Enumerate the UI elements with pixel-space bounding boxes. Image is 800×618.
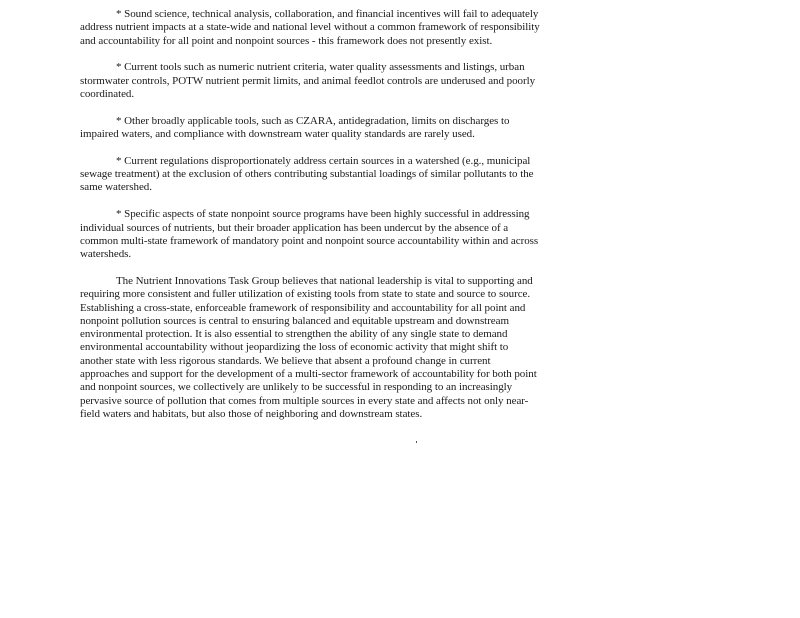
bullet-paragraph-other-tools: * Other broadly applicable tools, such as CZARA, antidegradation, limits on discharges to impaired waters, and compliance with downstream water quality standards are rarely used. [80,114,510,141]
bullet-paragraph-current-regulations: * Current regulations disproportionately address certain sources in a watershed (e.g., municipal sewage treatment) at the exclusion of others contributing substantial loadings of similar pollutants to the same watershed. [80,154,534,194]
scan-artifact [416,441,417,443]
bullet-paragraph-sound-science: * Sound science, technical analysis, collaboration, and financial incentives will fail to adequately address nutrient impacts at a state-wide and national level without a common framework of responsibility and accountability for all point and nonpoint sources - this framework does not presently exist. [80,8,540,47]
document-body [80,8,540,421]
bullet-paragraph-current-tools: * Current tools such as numeric nutrient criteria, water quality assessments and listings, urban stormwater controls, POTW nutrient permit limits, and animal feedlot controls are underused and poorly coordinated. [80,61,536,100]
bullet-paragraph-nonpoint-programs: * Specific aspects of state nonpoint source programs have been highly successful in addressing individual sources of nutrients, but their broader application has been undercut by the absence of a common multi-state framework of mandatory point and nonpoint source accountability within and across watersheds. [80,208,539,261]
task-group-paragraph: The Nutrient Innovations Task Group believes that national leadership is vital to supporting and requiring more consistent and fuller utilization of existing tools from state to state and source to source. Establishing a cross-state, enforceable framework of responsibility and accountability for all point and nonpoint pollution sources is central to ensuring balanced and equitable upstream and downstream environmental protection. It is also essential to strengthen the ability of any single state to demand environmental accountability without jeopardizing the loss of economic activity that might shift to another state with less rigorous standards. We believe that absent a profound change in current approaches and support for the development of a multi-sector framework of accountability for both point and nonpoint sources, we collectively are unlikely to be successful in responding to an increasingly pervasive source of pollution that comes from multiple sources in every state and affects not only near-field waters and habitats, but also those of neighboring and downstream states. [80,274,537,420]
